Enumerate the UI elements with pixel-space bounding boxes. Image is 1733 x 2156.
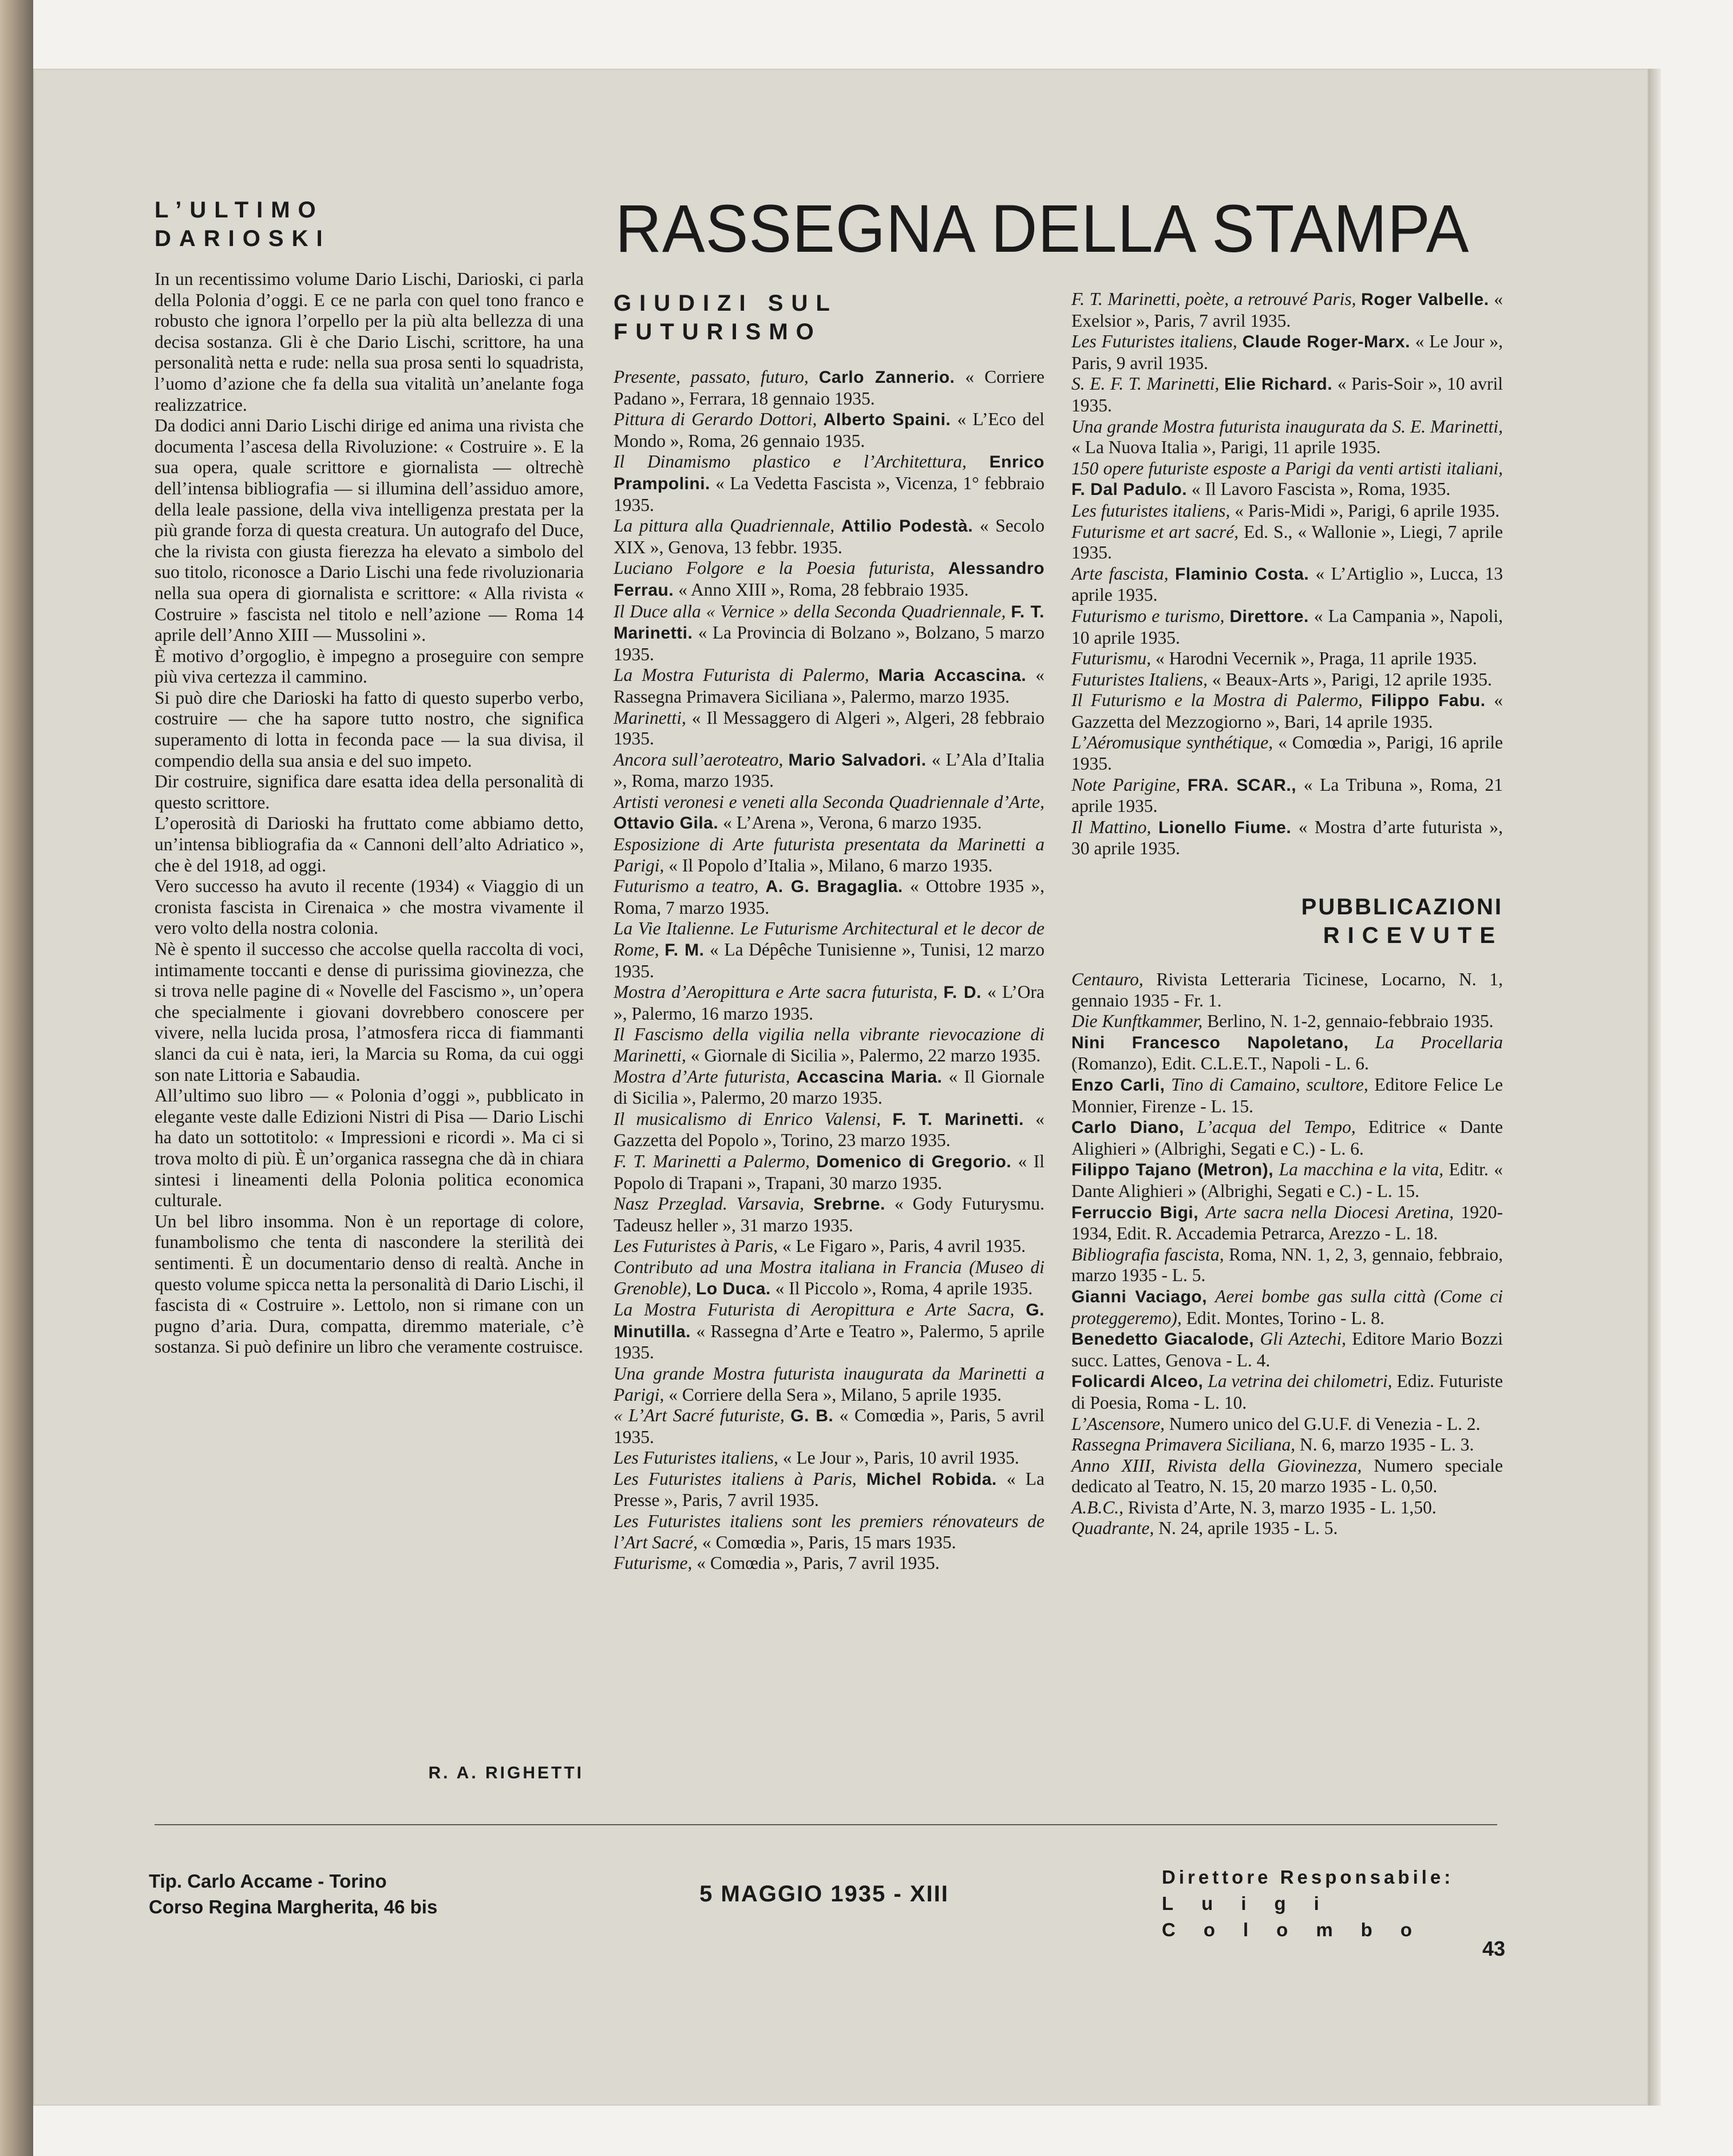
- entry-author: Benedetto Giacalode,: [1071, 1330, 1255, 1349]
- judgments-column-continued: [1071, 289, 1503, 1539]
- entry-title: 150 opere futuriste esposte a Parigi da venti artisti italiani,: [1071, 458, 1503, 478]
- entry-author: Flaminio Costa.: [1174, 564, 1309, 584]
- entry-title: F. T. Marinetti a Palermo,: [614, 1151, 810, 1171]
- entry-source: Rivista d’Arte, N. 3, marzo 1935 - L. 1,50.: [1127, 1497, 1437, 1517]
- press-entry: [614, 367, 1044, 409]
- entry-title: Il Fascismo della vigilia nella vibrante rievocazione di Marinetti,: [614, 1024, 1044, 1065]
- article-paragraph: Vero successo ha avuto il recente (1934) « Viaggio di un cronista fascista in Cirenaica » che mostra vivamente il vero volto della nostra colonia.: [155, 876, 584, 938]
- entry-author: F. D.: [943, 983, 982, 1002]
- article-paragraph: Un bel libro insomma. Non è un reportage di colore, funambolismo che tenta di nascondere la sterilità dei sentimenti. È un documentario denso di realtà. Anche in questo volume spicca netta la personalità di Dario Lischi, il fascista di « Costruire ». Lettolo, non si rimane con un pugno d’aria. Dura, compatta, diremmo materiale, c’è sostanza. Si può definire un libro che veramente costruisce.: [155, 1211, 584, 1357]
- press-entry: [1071, 606, 1503, 648]
- entry-source: « Corriere Padano », Ferrara, 18 gennaio 1935.: [614, 367, 1045, 409]
- entry-source: Editr. « Dante Alighieri » (Albrighi, Segati e C.) - L. 15.: [1071, 1159, 1503, 1201]
- entry-source: « L’Ala d’Italia », Roma, marzo 1935.: [614, 749, 1044, 791]
- entry-source: « Il Lavoro Fascista », Roma, 1935.: [1191, 479, 1451, 500]
- footer-rule: [155, 1824, 1497, 1825]
- publication-list: [1071, 969, 1503, 1539]
- page-title: RASSEGNA DELLA STAMPA: [615, 191, 1470, 267]
- entry-title: Il Mattino,: [1071, 817, 1152, 837]
- entry-title: Rassegna Primavera Siciliana,: [1071, 1434, 1296, 1455]
- entry-source: « La Dépêche Tunisienne », Tunisi, 12 marzo 1935.: [614, 940, 1045, 981]
- press-entry: [1071, 458, 1503, 501]
- press-entry: [614, 409, 1044, 451]
- entry-source: « Comœdia », Paris, 7 avril 1935.: [697, 1553, 940, 1574]
- entry-title: Anno XIII, Rivista della Giovinezza,: [1071, 1455, 1362, 1476]
- entry-title: Les Futuristes à Paris,: [614, 1236, 778, 1257]
- entry-author: Domenico di Gregorio.: [816, 1152, 1012, 1171]
- director-info: [1162, 1864, 1505, 1943]
- entry-source: « Il Giornale di Sicilia », Palermo, 20 marzo 1935.: [614, 1066, 1044, 1108]
- press-entry: [614, 1067, 1044, 1109]
- press-entry: [614, 834, 1044, 876]
- entry-author: G. B.: [790, 1406, 834, 1426]
- entry-source: « Anno XIII », Roma, 28 febbraio 1935.: [678, 579, 969, 600]
- entry-source: « Le Jour », Paris, 10 avril 1935.: [782, 1448, 1019, 1468]
- entry-source: « La Campania », Napoli, 10 aprile 1935.: [1071, 605, 1503, 648]
- publication-entry: [1071, 1075, 1503, 1117]
- entry-title: Gli Aztechi,: [1260, 1329, 1346, 1349]
- press-entry: [614, 1469, 1044, 1511]
- entry-source: « Harodni Vecernik », Praga, 11 aprile 1935.: [1156, 648, 1477, 669]
- entry-title: Ancora sull’aeroteatro,: [614, 749, 784, 770]
- publication-entry: [1071, 1434, 1503, 1456]
- entry-title: Bibliografia fascista,: [1071, 1244, 1224, 1265]
- entry-author: Mario Salvadori.: [788, 750, 927, 770]
- entry-source: « Rassegna d’Arte e Teatro », Palermo, 5 aprile 1935.: [614, 1321, 1044, 1363]
- page-number: 43: [1482, 1937, 1505, 1960]
- entry-source: « Beaux-Arts », Parigi, 12 aprile 1935.: [1212, 669, 1492, 689]
- entry-source: 1920-1934, Edit. R. Accademia Petrarca, Arezzo - L. 18.: [1071, 1202, 1503, 1244]
- entry-author: Gianni Vaciago,: [1071, 1287, 1208, 1306]
- article-paragraph: All’ultimo suo libro — « Polonia d’oggi », pubblicato in elegante veste dalle Edizioni Nistri di Pisa — Dario Lischi ha dato un sottotitolo: « Impressioni e ricordi ». Ma ci si trova molto di più. È un’organica rassegna che dà in chiara sintesi i lineamenti della Polonia politica economica culturale.: [155, 1085, 584, 1211]
- article-signature: R. A. RIGHETTI: [428, 1763, 584, 1782]
- entry-title: Arte fascista,: [1071, 563, 1169, 584]
- press-entry: [1071, 374, 1503, 416]
- press-entry: [614, 451, 1044, 516]
- press-entry: [614, 1194, 1044, 1236]
- entry-title: Luciano Folgore e la Poesia futurista,: [614, 558, 935, 578]
- article-paragraph: Nè è spento il successo che accolse quella raccolta di voci, intimamente toccanti e dense di purissima giovinezza, che si trova nelle pagine di « Novelle del Fascismo », un’opera che specialmente i giovani dovrebbero conoscere per vivere, nella lucida prosa, l’atmosfera ricca di fiammanti slanci da cui è nata, ieri, la Marcia su Roma, da cui oggi son nate Littoria e Sabaudia.: [155, 939, 584, 1085]
- press-entry: [614, 1364, 1044, 1405]
- entry-author: Lo Duca.: [696, 1279, 771, 1298]
- publication-entry: [1071, 1202, 1503, 1245]
- entry-author: Nini Francesco Napoletano,: [1071, 1033, 1349, 1052]
- press-entry: [1071, 775, 1503, 817]
- entry-title: F. T. Marinetti, poète, a retrouvé Paris,: [1071, 289, 1356, 309]
- entry-author: Enrico Prampolini.: [614, 453, 1044, 493]
- entry-title: Aerei bombe gas sulla città (Come ci proteggeremo),: [1071, 1286, 1503, 1328]
- entry-source: « Rassegna Primavera Siciliana », Palermo, marzo 1935.: [614, 665, 1045, 707]
- press-entry: [614, 601, 1044, 665]
- entry-title: Futurismu,: [1071, 648, 1152, 669]
- article-heading: [155, 196, 555, 253]
- entry-author: Lionello Fiume.: [1158, 818, 1292, 837]
- entry-author: Maria Accascina.: [878, 666, 1027, 685]
- press-entry: [614, 982, 1044, 1024]
- entry-source: « Mostra d’arte futurista », 30 aprile 1935.: [1071, 817, 1503, 859]
- press-entry: [614, 1405, 1044, 1448]
- entry-source: « Exelsior », Paris, 7 avril 1935.: [1071, 289, 1503, 331]
- entry-title: La Procellaria: [1375, 1032, 1503, 1052]
- entry-source: Edit. Montes, Torino - L. 8.: [1186, 1307, 1384, 1328]
- entry-author: F. Dal Padulo.: [1071, 480, 1188, 500]
- entry-title: L’Aéromusique synthétique,: [1071, 732, 1273, 753]
- press-entry-list: [1071, 289, 1503, 859]
- entry-title: Il Dinamismo plastico e l’Architettura,: [614, 451, 967, 472]
- entry-source: « Le Jour », Paris, 9 avril 1935.: [1071, 331, 1503, 373]
- issue-date: 5 MAGGIO 1935 - XIII: [699, 1881, 949, 1907]
- article-paragraph: Da dodici anni Dario Lischi dirige ed anima una rivista che documenta l’ascesa della Rivoluzione: « Costruire ». E la sua opera, quale scrittore e giornalista — oltrechè dell’intensa bibliografia — si illumina dell’assiduo amore, della leale passione, della viva intelligenza prestata per la più grande forza di questa creatura. Un autografo del Duce, che la rivista con giusta fierezza ha elevato a simbolo del suo titolo, riconosce a Dario Lischi una fede rivoluzionaria nella sua opera di giornalista e scrittore: « Alla rivista « Costruire » fascista nel titolo e nell’azione — Roma 14 aprile dell’Anno XIII — Mussolini ».: [155, 415, 584, 645]
- entry-source: « Paris-Soir », 10 avril 1935.: [1071, 374, 1503, 415]
- entry-source: N. 6, marzo 1935 - L. 3.: [1299, 1434, 1474, 1455]
- entry-title: Il musicalismo di Enrico Valensi,: [614, 1108, 881, 1129]
- article-paragraph: È motivo d’orgoglio, è impegno a proseguire con sempre più viva certezza il cammino.: [155, 645, 584, 687]
- section-heading-publications: [1071, 893, 1503, 950]
- press-entry: [614, 665, 1044, 707]
- entry-source: Numero unico del G.U.F. di Venezia - L. 2.: [1169, 1413, 1481, 1434]
- entry-title: Les Futuristes italiens à Paris,: [614, 1468, 857, 1489]
- entry-author: Enzo Carli,: [1071, 1076, 1165, 1095]
- entry-title: Quadrante,: [1071, 1518, 1154, 1539]
- entry-source: « Comœdia », Paris, 15 mars 1935.: [702, 1532, 956, 1552]
- entry-source: « La Tribuna », Roma, 21 aprile 1935.: [1071, 774, 1503, 817]
- press-entry: [614, 1448, 1044, 1469]
- entry-title: Futurisme et art sacré,: [1071, 521, 1239, 542]
- publication-entry: [1071, 1518, 1503, 1539]
- director-label: Direttore Responsabile:: [1162, 1866, 1454, 1888]
- entry-source: « Comœdia », Paris, 5 avril 1935.: [614, 1405, 1045, 1447]
- entry-source: « Il Messaggero di Algeri », Algeri, 28 febbraio 1935.: [614, 707, 1044, 749]
- entry-author: Srebrne.: [813, 1195, 885, 1214]
- press-entry: [1071, 690, 1503, 732]
- entry-source: Berlino, N. 1-2, gennaio-febbraio 1935.: [1207, 1011, 1494, 1032]
- entry-title: Futurismo e turismo,: [1071, 605, 1225, 626]
- entry-author: Elie Richard.: [1224, 375, 1333, 394]
- entry-source: « Gazzetta del Popolo », Torino, 23 marzo 1935.: [614, 1108, 1045, 1151]
- press-entry: [1071, 501, 1503, 522]
- entry-title: Les Futuristes italiens,: [1071, 331, 1237, 352]
- entry-title: Note Parigine,: [1071, 774, 1181, 795]
- entry-author: F. T. Marinetti.: [614, 602, 1044, 643]
- entry-title: Artisti veronesi e veneti alla Seconda Quadriennale d’Arte,: [614, 791, 1044, 812]
- entry-author: Alessandro Ferrau.: [614, 559, 1045, 600]
- entry-author: FRA. SCAR.,: [1187, 775, 1297, 795]
- article-paragraph: L’operosità di Darioski ha fruttato come abbiamo detto, un’intensa bibliografia da « Cannoni dell’alto Adriatico », che è del 1918, ad oggi.: [155, 813, 584, 875]
- publication-entry: [1071, 1371, 1503, 1413]
- section-heading-line: FUTURISMO: [614, 319, 822, 344]
- entry-author: Filippo Fabu.: [1371, 691, 1486, 711]
- entry-source: « Il Piccolo », Roma, 4 aprile 1935.: [775, 1278, 1033, 1298]
- entry-author: F. M.: [664, 941, 705, 960]
- entry-source: Rivista Letteraria Ticinese, Locarno, N. 1, gennaio 1935 - Fr. 1.: [1071, 969, 1503, 1010]
- entry-author: Attilio Podestà.: [841, 517, 974, 536]
- press-entry: [614, 750, 1044, 792]
- press-entry: [1071, 817, 1503, 859]
- entry-source: « Comœdia », Parigi, 16 aprile 1935.: [1071, 732, 1503, 774]
- entry-source: Ediz. Futuriste di Poesia, Roma - L. 10.: [1071, 1371, 1503, 1413]
- entry-title: Il Futurismo e la Mostra di Palermo,: [1071, 690, 1363, 711]
- article-paragraph: Dir costruire, significa dare esatta idea della personalità di questo scrittore.: [155, 771, 584, 813]
- entry-source: « L’Ora », Palermo, 16 marzo 1935.: [614, 982, 1045, 1024]
- section-heading-line: GIUDIZI SUL: [614, 291, 838, 316]
- entry-title: Futuristes Italiens,: [1071, 669, 1208, 689]
- publication-entry: [1071, 1245, 1503, 1286]
- entry-title: La vetrina dei chilometri,: [1208, 1371, 1392, 1392]
- entry-title: Esposizione di Arte futurista presentata da Marinetti a Parigi,: [614, 834, 1044, 875]
- entry-title: A.B.C.,: [1071, 1497, 1123, 1517]
- entry-author: Alberto Spaini.: [823, 410, 951, 430]
- press-entry: [614, 876, 1044, 918]
- press-entry: [1071, 564, 1503, 606]
- entry-source: « Secolo XIX », Genova, 13 febbr. 1935.: [614, 516, 1044, 557]
- entry-source: Editore Mario Bozzi succ. Lattes, Genova - L. 4.: [1071, 1329, 1503, 1370]
- entry-source: « La Nuova Italia », Parigi, 11 aprile 1935.: [1071, 437, 1381, 458]
- publication-entry: [1071, 1497, 1503, 1519]
- entry-title: La macchina e la vita,: [1279, 1159, 1444, 1180]
- press-entry: [614, 1257, 1044, 1299]
- entry-title: Pittura di Gerardo Dottori,: [614, 409, 817, 430]
- entry-title: Mostra d’Aeropittura e Arte sacra futurista,: [614, 982, 938, 1002]
- entry-title: Die Kunftkammer,: [1071, 1011, 1203, 1032]
- publication-entry: [1071, 969, 1503, 1011]
- press-entry: [614, 1511, 1044, 1553]
- entry-source: « Paris-Midi », Parigi, 6 aprile 1935.: [1235, 500, 1500, 521]
- entry-source: « Le Figaro », Paris, 4 avril 1935.: [782, 1236, 1026, 1257]
- entry-source: « L’Eco del Mondo », Roma, 26 gennaio 1935.: [614, 409, 1045, 451]
- entry-title: Il Duce alla « Vernice » della Seconda Quadriennale,: [614, 601, 1006, 621]
- entry-title: La pittura alla Quadriennale,: [614, 516, 835, 536]
- press-entry: [1071, 669, 1503, 691]
- publication-entry: [1071, 1159, 1503, 1202]
- entry-source: Numero speciale dedicato al Teatro, N. 15, 20 marzo 1935 - L. 0,50.: [1071, 1455, 1503, 1497]
- publication-entry: [1071, 1011, 1503, 1032]
- entry-author: Folicardi Alceo,: [1071, 1372, 1204, 1392]
- press-entry: [614, 918, 1044, 982]
- entry-source: « La Presse », Paris, 7 avril 1935.: [614, 1468, 1045, 1511]
- press-entry: [1071, 648, 1503, 669]
- entry-title: « L’Art Sacré futuriste,: [614, 1405, 785, 1426]
- press-entry-list: [614, 367, 1044, 1574]
- publication-entry: [1071, 1286, 1503, 1329]
- entry-title: La Mostra Futurista di Aeropittura e Arte Sacra,: [614, 1299, 1015, 1320]
- entry-title: Les Futuristes italiens sont les premiers rénovateurs de l’Art Sacré,: [614, 1511, 1044, 1552]
- press-entry: [1071, 732, 1503, 774]
- entry-title: Futurisme,: [614, 1553, 693, 1574]
- press-entry: [614, 1299, 1044, 1364]
- entry-title: Contributo ad una Mostra italiana in Francia (Museo di Grenoble),: [614, 1257, 1044, 1298]
- press-entry: [614, 792, 1044, 834]
- press-entry: [1071, 522, 1503, 564]
- press-entry: [614, 1024, 1044, 1066]
- article-heading-line: DARIOSKI: [155, 226, 331, 251]
- entry-title: La Vie Italienne. Le Futurisme Architectural et le decor de Rome,: [614, 918, 1044, 960]
- publication-entry: [1071, 1117, 1503, 1159]
- entry-author: Ottavio Gila.: [614, 814, 719, 833]
- adjacent-page-edge: [0, 0, 33, 2156]
- entry-author: Accascina Maria.: [796, 1067, 943, 1087]
- entry-title: Una grande Mostra futurista inaugurata da Marinetti a Parigi,: [614, 1363, 1044, 1405]
- printer-address: Corso Regina Margherita, 46 bis: [149, 1896, 438, 1917]
- article-paragraph: In un recentissimo volume Dario Lischi, Darioski, ci parla della Polonia d’oggi. E ce ne parla con quel tono franco e robusto che ignora l’orpello per la più alta bellezza di una decisa sostanza. Gli è che Dario Lischi, scrittore, ha una personalità netta e rude: nella sua prosa senti lo squadrista, l’uomo d’azione che fa della sua vitalità un’anelante foga realizzatrice.: [155, 269, 584, 415]
- press-entry: [1071, 289, 1503, 331]
- entry-source: « L’Artiglio », Lucca, 13 aprile 1935.: [1071, 563, 1503, 605]
- entry-title: S. E. F. T. Marinetti,: [1071, 374, 1220, 394]
- entry-source: (Romanzo), Edit. C.L.E.T., Napoli - L. 6.: [1071, 1053, 1369, 1074]
- entry-title: Tino di Camaino, scultore,: [1171, 1075, 1368, 1095]
- entry-title: Nasz Przeglad. Varsavia,: [614, 1194, 805, 1214]
- entry-title: L’Ascensore,: [1071, 1413, 1165, 1434]
- entry-title: Centauro,: [1071, 969, 1144, 990]
- publication-entry: [1071, 1414, 1503, 1435]
- entry-source: « Ottobre 1935 », Roma, 7 marzo 1935.: [614, 876, 1045, 918]
- entry-title: Les futuristes italiens,: [1071, 500, 1230, 521]
- printer-line: Tip. Carlo Accame - Torino: [149, 1870, 387, 1892]
- entry-source: « La Vedetta Fascista », Vicenza, 1° febbraio 1935.: [614, 473, 1044, 515]
- entry-author: Michel Robida.: [866, 1469, 997, 1489]
- entry-author: Claude Roger-Marx.: [1242, 332, 1410, 352]
- article-heading-line: L’ULTIMO: [155, 197, 324, 223]
- press-entry: [614, 1151, 1044, 1194]
- entry-title: Presente, passato, futuro,: [614, 367, 809, 387]
- press-entry: [614, 1109, 1044, 1151]
- director-name: Luigi Colombo: [1162, 1893, 1440, 1940]
- press-entry: [614, 708, 1044, 750]
- entry-author: G. Minutilla.: [614, 1301, 1045, 1341]
- entry-title: Les Futuristes italiens,: [614, 1448, 778, 1468]
- entry-author: Ferruccio Bigi,: [1071, 1203, 1199, 1222]
- entry-author: Roger Valbelle.: [1361, 290, 1489, 309]
- entry-title: L’acqua del Tempo,: [1197, 1117, 1356, 1138]
- entry-source: N. 24, aprile 1935 - L. 5.: [1158, 1518, 1338, 1539]
- entry-source: Editore Felice Le Monnier, Firenze - L. 15.: [1071, 1075, 1503, 1116]
- entry-source: « Corriere della Sera », Milano, 5 aprile 1935.: [668, 1384, 1002, 1405]
- article-paragraph: Si può dire che Darioski ha fatto di questo superbo verbo, costruire — che ha sapore tutto nostro, che significa superamento di lotta in feconda pace — la sua divisa, il compendio della sua ansia e del suo impeto.: [155, 687, 584, 771]
- entry-title: Arte sacra nella Diocesi Aretina,: [1205, 1202, 1454, 1222]
- page-right-edge: [1648, 69, 1661, 2106]
- press-entry: [614, 1236, 1044, 1257]
- entry-source: Roma, NN. 1, 2, 3, gennaio, febbraio, marzo 1935 - L. 5.: [1071, 1244, 1503, 1286]
- entry-source: « Giornale di Sicilia », Palermo, 22 marzo 1935.: [690, 1045, 1041, 1065]
- press-entry: [614, 558, 1044, 601]
- section-heading-line: RICEVUTE: [1323, 923, 1503, 949]
- entry-author: Direttore.: [1229, 607, 1309, 626]
- entry-source: « L’Arena », Verona, 6 marzo 1935.: [723, 813, 982, 833]
- publication-entry: [1071, 1456, 1503, 1497]
- entry-author: Filippo Tajano (Metron),: [1071, 1160, 1274, 1180]
- entry-author: F. T. Marinetti.: [892, 1109, 1024, 1129]
- entry-source: Editrice « Dante Alighieri » (Albrighi, Segati e C.) - L. 6.: [1071, 1117, 1503, 1159]
- entry-author: Carlo Diano,: [1071, 1118, 1185, 1138]
- section-heading-judgments: [614, 289, 1044, 346]
- entry-title: Mostra d’Arte futurista,: [614, 1066, 790, 1087]
- entry-source: « Il Popolo d’Italia », Milano, 6 marzo 1935.: [668, 855, 993, 875]
- entry-source: « La Provincia di Bolzano », Bolzano, 5 marzo 1935.: [614, 623, 1045, 664]
- entry-author: Carlo Zannerio.: [818, 368, 955, 387]
- press-entry: [1071, 417, 1503, 458]
- entry-source: « Gazzetta del Mezzogiorno », Bari, 14 aprile 1935.: [1071, 690, 1503, 732]
- entry-source: « Gody Futurysmu. Tadeusz heller », 31 marzo 1935.: [614, 1194, 1044, 1235]
- publication-entry: [1071, 1032, 1503, 1075]
- entry-title: La Mostra Futurista di Palermo,: [614, 665, 869, 685]
- entry-title: Una grande Mostra futurista inaugurata da S. E. Marinetti,: [1071, 416, 1503, 437]
- entry-title: Futurismo a teatro,: [614, 876, 759, 897]
- entry-author: A. G. Bragaglia.: [765, 877, 903, 897]
- article-column: [155, 269, 584, 1358]
- press-entry: [614, 1553, 1044, 1574]
- judgments-column: [614, 289, 1044, 1574]
- publication-entry: [1071, 1329, 1503, 1371]
- entry-source: Ed. S., « Wallonie », Liegi, 7 aprile 1935.: [1071, 521, 1503, 563]
- press-entry: [1071, 331, 1503, 374]
- entry-title: Marinetti,: [614, 707, 686, 728]
- entry-source: « Il Popolo di Trapani », Trapani, 30 marzo 1935.: [614, 1151, 1044, 1193]
- printer-info: [149, 1868, 549, 1920]
- press-entry: [614, 516, 1044, 558]
- section-heading-line: PUBBLICAZIONI: [1301, 894, 1503, 920]
